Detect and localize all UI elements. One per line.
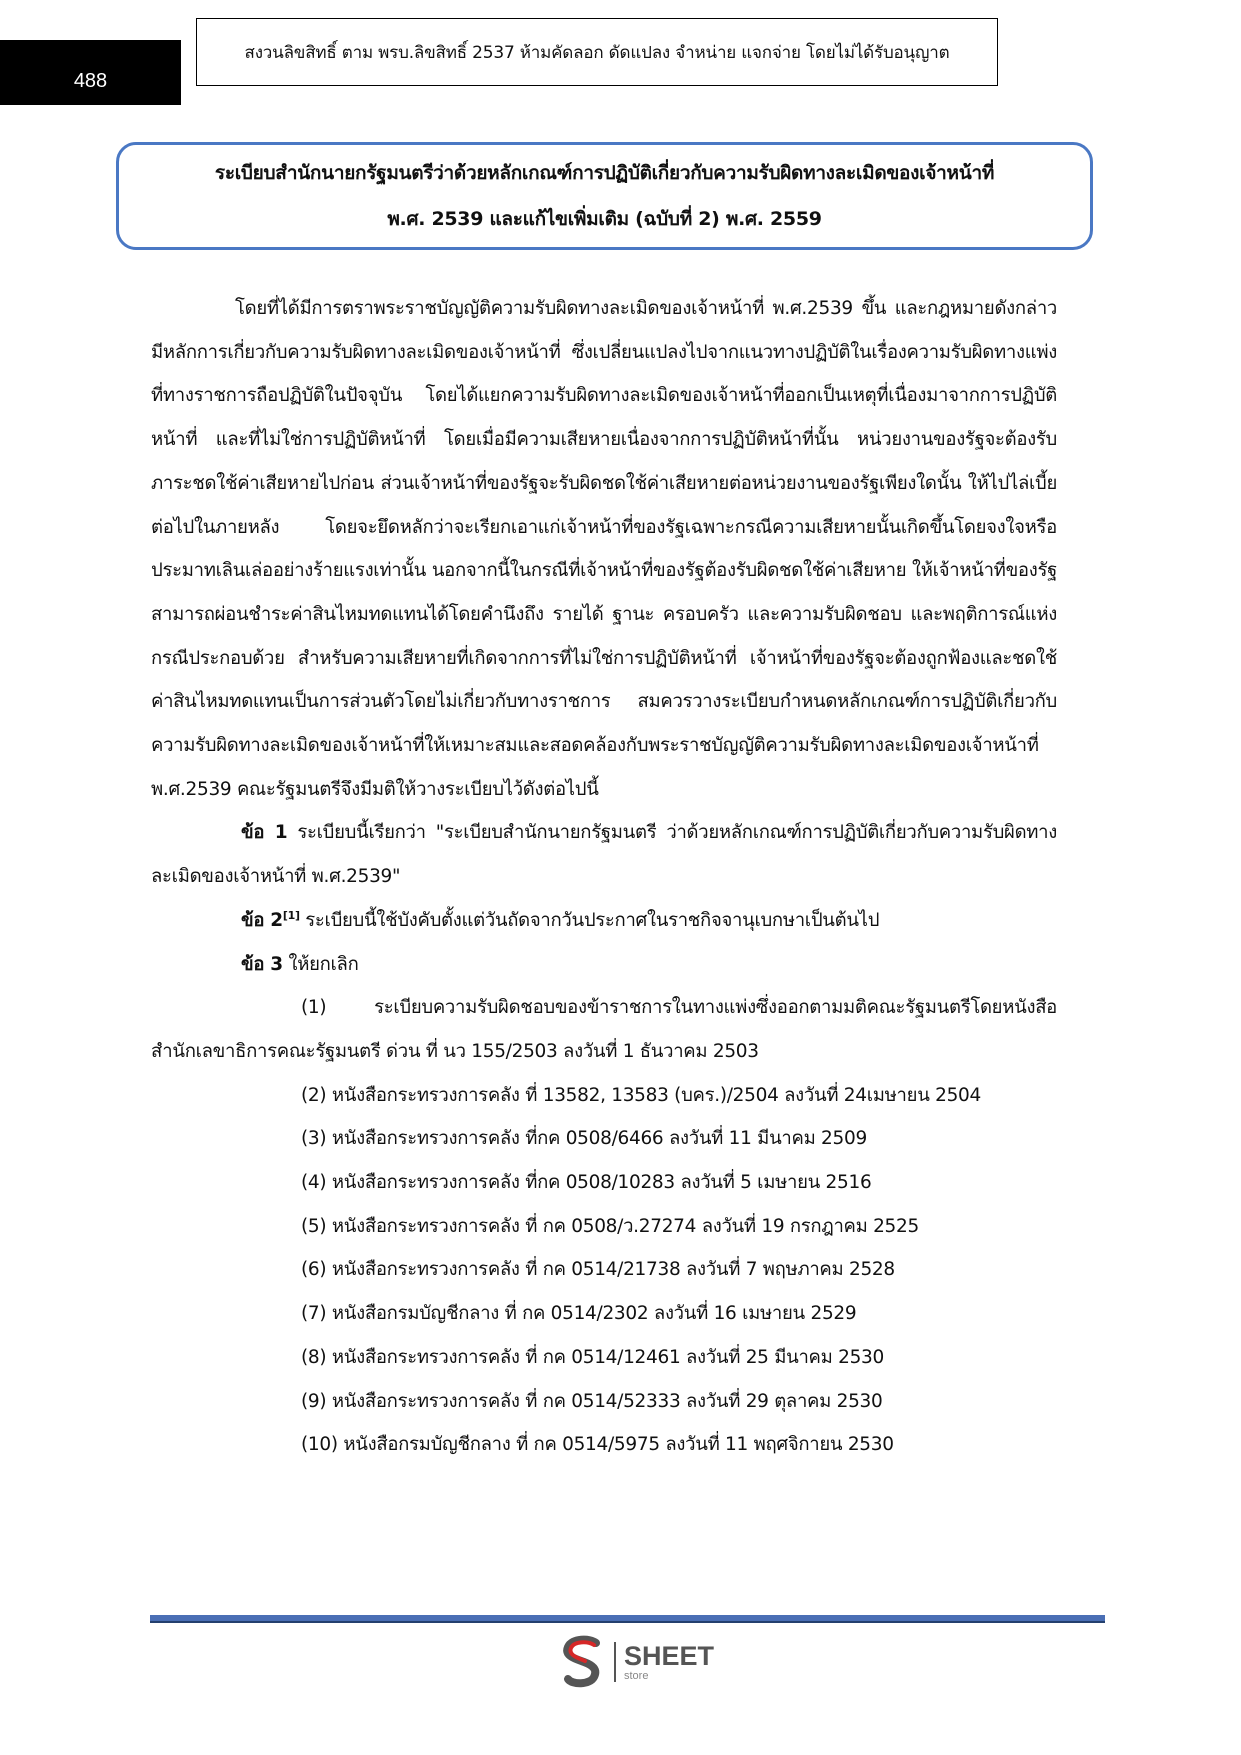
repealed-item: (9) หนังสือกระทรวงการคลัง ที่ กค 0514/52333 ลงวันที่ 29 ตุลาคม 2530 xyxy=(301,1390,883,1412)
sheet-store-logo xyxy=(560,1632,714,1692)
repealed-item: (4) หนังสือกระทรวงการคลัง ที่กค 0508/10283 ลงวันที่ 5 เมษายน 2516 xyxy=(301,1172,872,1194)
copyright-notice-text: สงวนลิขสิทธิ์ ตาม พรบ.ลิขสิทธิ์ 2537 ห้ามคัดลอก ดัดแปลง จำหน่าย แจกจ่าย โดยไม่ได้รับอนุญาต xyxy=(244,42,950,63)
page-number-text: 488 xyxy=(73,70,108,92)
clause-2-text: ระเบียบนี้ใช้บังคับตั้งแต่วันถัดจากวันประกาศในราชกิจจานุเบกษาเป็นต้นไป xyxy=(305,909,880,931)
repealed-item: (1) ระเบียบความรับผิดชอบของข้าราชการในทางแพ่งซึ่งออกตามมติคณะรัฐมนตรีโดยหนังสือสำนักเลขาธิการคณะรัฐมนตรี ด่วน ที่ นว 155/2503 ลงวันที่ 1 ธันวาคม 2503 xyxy=(151,997,1057,1062)
clause-3-label: ข้อ 3 xyxy=(241,953,283,975)
clause-1 xyxy=(151,811,1057,898)
logo-main-text: SHEET xyxy=(624,1641,715,1671)
clause-3-text: ให้ยกเลิก xyxy=(288,953,359,975)
preamble-paragraph: โดยที่ได้มีการตราพระราชบัญญัติความรับผิดทางละเมิดของเจ้าหน้าที่ พ.ศ.2539 ขึ้น และกฎหมายดังกล่าวมีหลักการเกี่ยวกับความรับผิดทางละเมิดของเจ้าหน้าที่ ซึ่งเปลี่ยนแปลงไปจากแนวทางปฏิบัติในเรื่องความรับผิดทางแพ่งที่ทางราชการถือปฏิบัติในปัจจุบัน โดยได้แยกความรับผิดทางละเมิดของเจ้าหน้าที่ออกเป็นเหตุที่เนื่องมาจากการปฏิบัติหน้าที่ และที่ไม่ใช่การปฏิบัติหน้าที่ โดยเมื่อมีความเสียหายเนื่องจากการปฏิบัติหน้าที่นั้น หน่วยงานของรัฐจะต้องรับภาระชดใช้ค่าเสียหายไปก่อน ส่วนเจ้าหน้าที่ของรัฐจะรับผิดชดใช้ค่าเสียหายต่อหน่วยงานของรัฐเพียงใดนั้น ให้ไปไล่เบี้ยต่อไปในภายหลัง โดยจะยึดหลักว่าจะเรียกเอาแก่เจ้าหน้าที่ของรัฐเฉพาะกรณีความเสียหายนั้นเกิดขึ้นโดยจงใจหรือประมาทเลินเล่ออย่างร้ายแรงเท่านั้น นอกจากนี้ในกรณีที่เจ้าหน้าที่ของรัฐต้องรับผิดชดใช้ค่าเสียหาย ให้เจ้าหน้าที่ของรัฐสามารถผ่อนชำระค่าสินไหมทดแทนได้โดยคำนึงถึง รายได้ ฐานะ ครอบครัว และความรับผิดชอบ และพฤติการณ์แห่งกรณีประกอบด้วย สำหรับความเสียหายที่เกิดจากการที่ไม่ใช่การปฏิบัติหน้าที่ เจ้าหน้าที่ของรัฐจะต้องถูกฟ้องและชดใช้ค่าสินไหมทดแทนเป็นการส่วนตัวโดยไม่เกี่ยวกับทางราชการ สมควรวางระเบียบกำหนดหลักเกณฑ์การปฏิบัติเกี่ยวกับความรับผิดทางละเมิดของเจ้าหน้าที่ให้เหมาะสมและสอดคล้องกับพระราชบัญญัติความรับผิดทางละเมิดของเจ้าหน้าที่ พ.ศ.2539 คณะรัฐมนตรีจึงมีมติให้วางระเบียบไว้ดังต่อไปนี้ xyxy=(151,298,1057,800)
clause-3 xyxy=(151,943,1057,987)
page-number xyxy=(0,40,181,105)
footer-divider xyxy=(150,1615,1105,1623)
clause-2-footnote-link[interactable]: [1] xyxy=(282,908,300,922)
copyright-notice xyxy=(196,18,998,86)
repealed-item: (6) หนังสือกระทรวงการคลัง ที่ กค 0514/21738 ลงวันที่ 7 พฤษภาคม 2528 xyxy=(301,1259,895,1281)
repealed-item: (5) หนังสือกระทรวงการคลัง ที่ กค 0508/ว.27274 ลงวันที่ 19 กรกฎาคม 2525 xyxy=(301,1215,919,1237)
repealed-item: (7) หนังสือกรมบัญชีกลาง ที่ กค 0514/2302 ลงวันที่ 16 เมษายน 2529 xyxy=(301,1303,857,1325)
title-line-2: พ.ศ. 2539 และแก้ไขเพิ่มเติม (ฉบับที่ 2) พ.ศ. 2559 xyxy=(387,208,822,230)
clause-2 xyxy=(151,899,1057,943)
repealed-item: (10) หนังสือกรมบัญชีกลาง ที่ กค 0514/5975 ลงวันที่ 11 พฤศจิกายน 2530 xyxy=(301,1434,894,1456)
clause-1-text: ระเบียบนี้เรียกว่า "ระเบียบสำนักนายกรัฐมนตรี ว่าด้วยหลักเกณฑ์การปฏิบัติเกี่ยวกับความรับผิดทางละเมิดของเจ้าหน้าที่ พ.ศ.2539" xyxy=(151,822,1057,888)
logo-sub-text: store xyxy=(624,1670,649,1682)
sheet-store-s-logo-icon xyxy=(560,1635,606,1689)
logo-wordmark xyxy=(614,1642,714,1682)
repealed-item: (3) หนังสือกระทรวงการคลัง ที่กค 0508/6466 ลงวันที่ 11 มีนาคม 2509 xyxy=(301,1128,867,1150)
clause-1-label: ข้อ 1 xyxy=(241,822,288,844)
document-body xyxy=(151,287,1057,1467)
document-title xyxy=(116,142,1093,250)
repealed-item: (8) หนังสือกระทรวงการคลัง ที่ กค 0514/12461 ลงวันที่ 25 มีนาคม 2530 xyxy=(301,1346,884,1368)
title-line-1: ระเบียบสำนักนายกรัฐมนตรีว่าด้วยหลักเกณฑ์การปฏิบัติเกี่ยวกับความรับผิดทางละเมิดของเจ้าหน้าที่ xyxy=(214,162,995,184)
clause-2-label: ข้อ 2 xyxy=(241,909,283,931)
repealed-item: (2) หนังสือกระทรวงการคลัง ที่ 13582, 13583 (บคร.)/2504 ลงวันที่ 24เมษายน 2504 xyxy=(301,1084,981,1106)
